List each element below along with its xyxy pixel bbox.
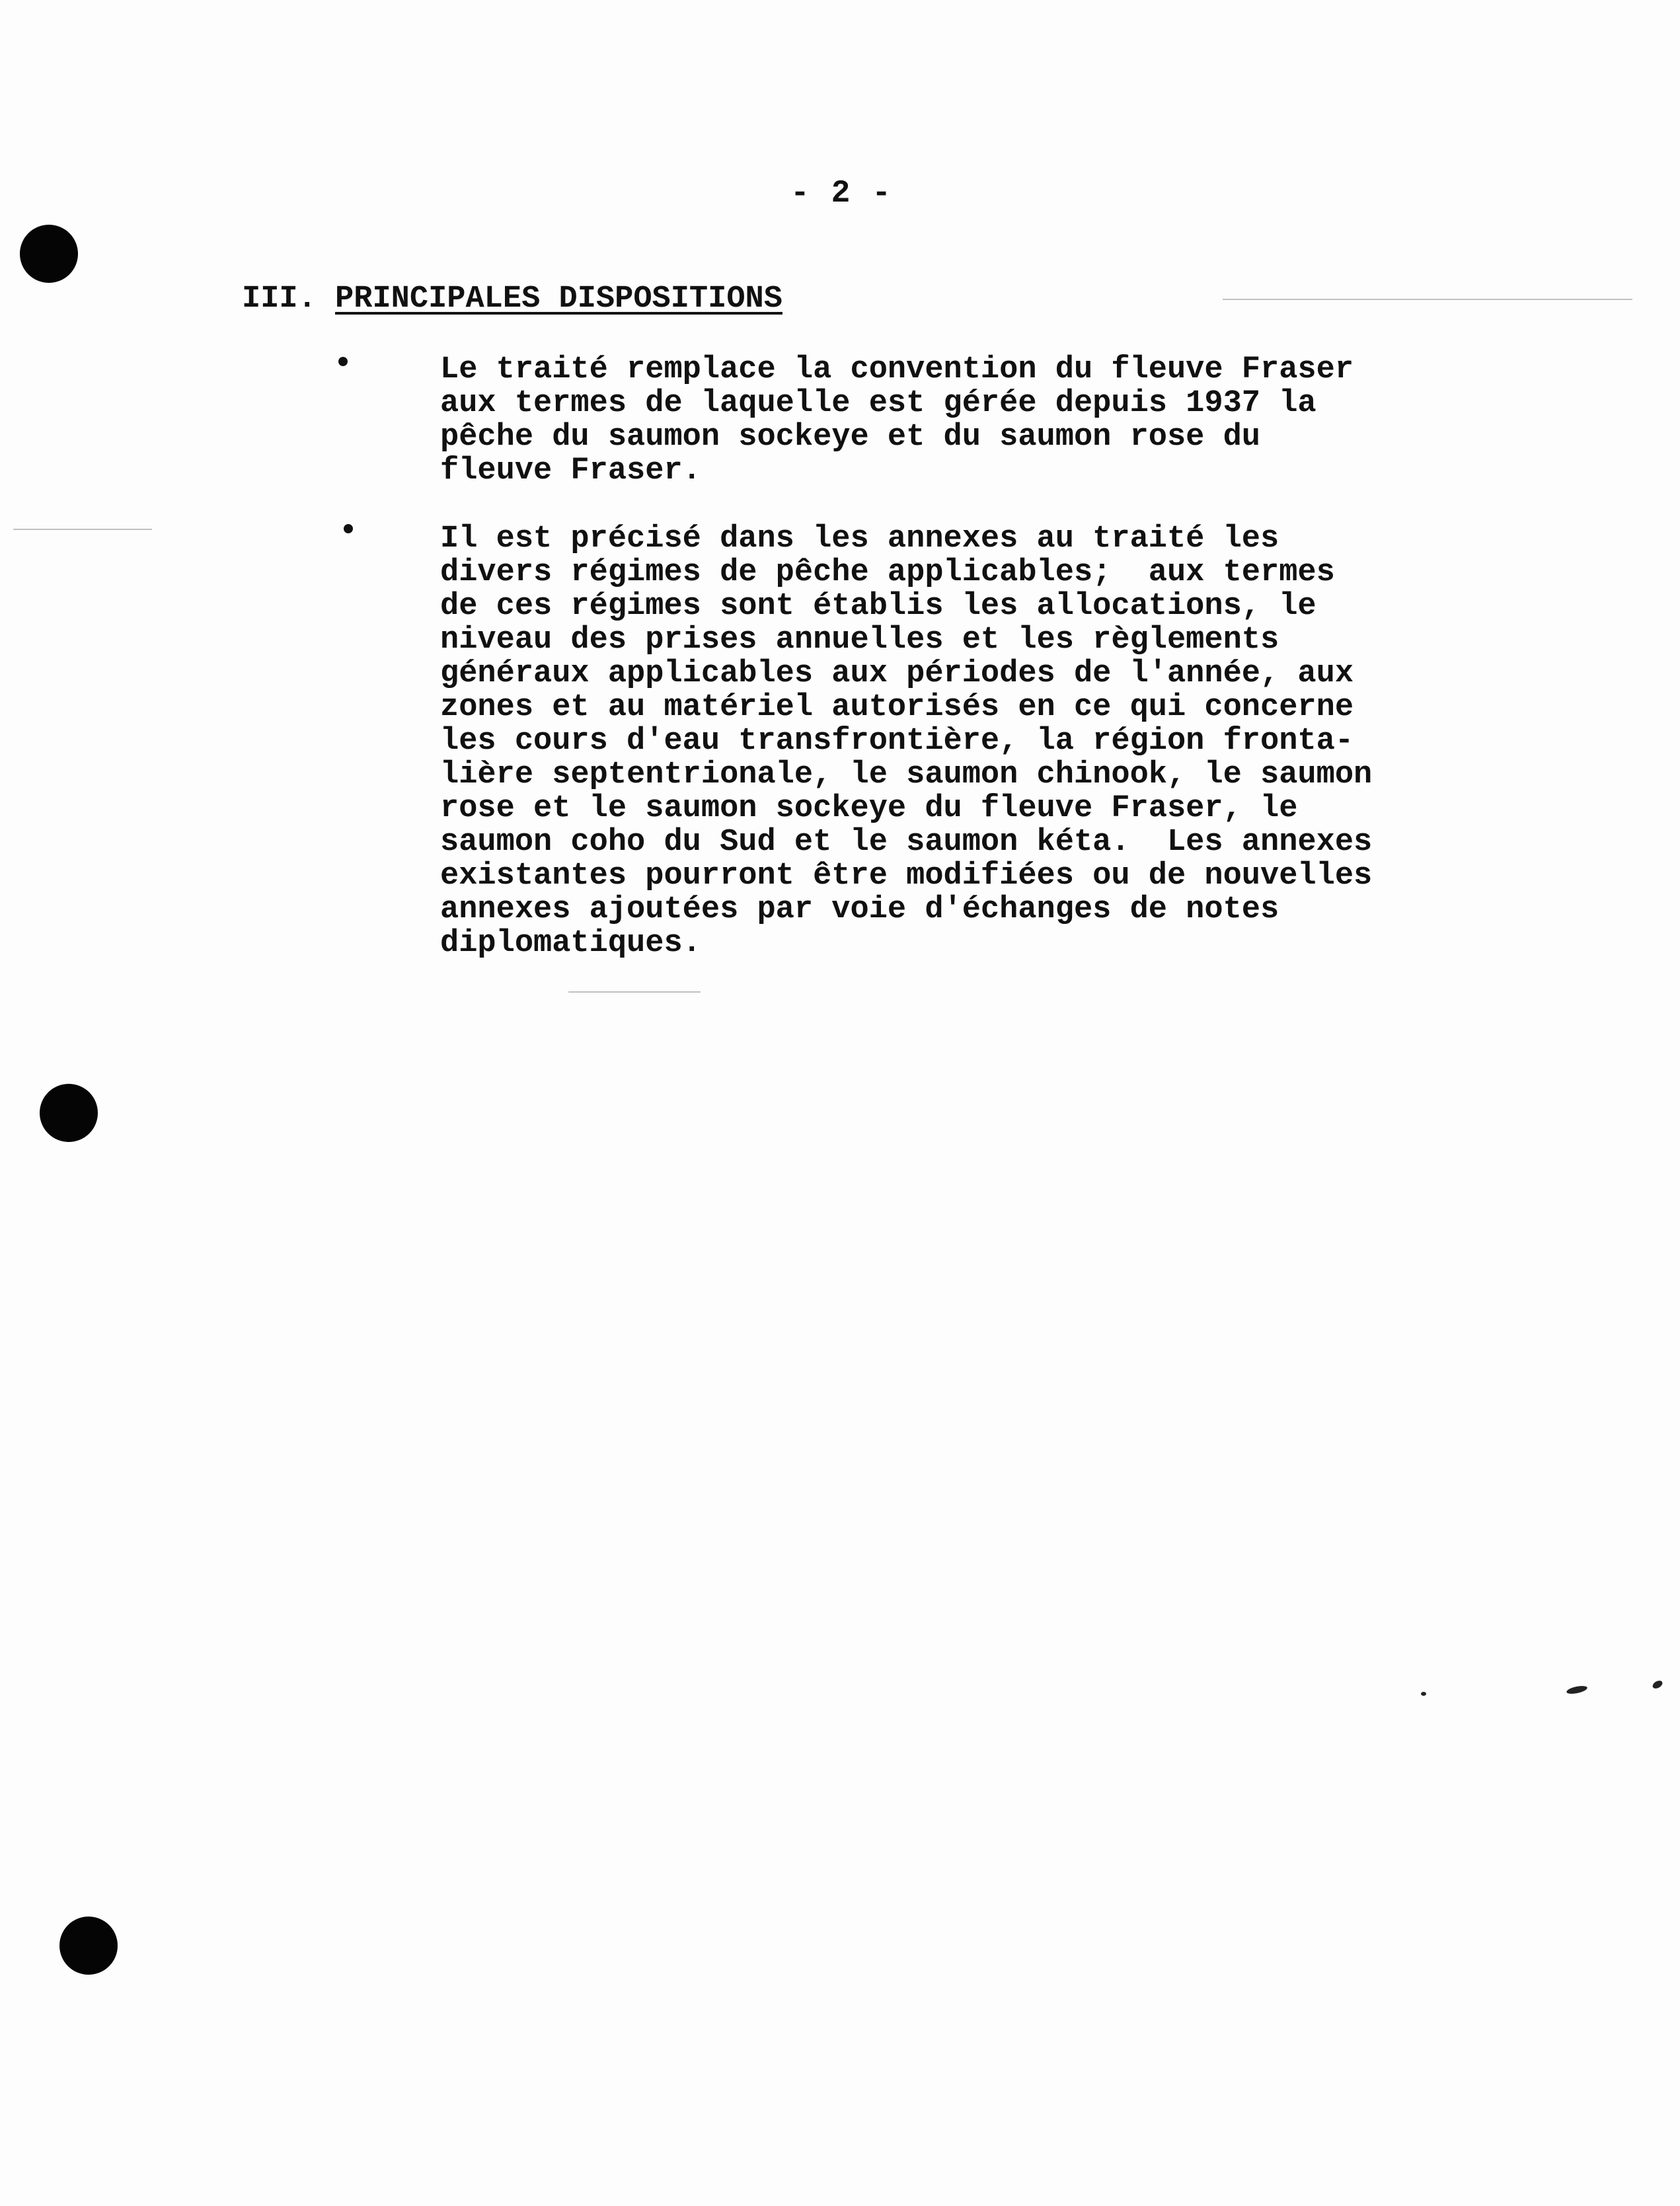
- bullet-icon: [338, 357, 348, 366]
- bullet-icon: [344, 524, 353, 533]
- scan-speck: [1652, 1679, 1664, 1691]
- scan-artifact: [568, 991, 701, 993]
- paragraph-line: divers régimes de pêche applicables; aux termes: [440, 555, 1335, 590]
- paragraph-line: rose et le saumon sockeye du fleuve Fraser, le: [440, 791, 1298, 826]
- section-numeral: III.: [242, 282, 317, 317]
- page-number: - 2 -: [790, 176, 893, 211]
- punch-hole: [20, 225, 78, 283]
- paragraph-line: Il est précisé dans les annexes au traité les: [440, 521, 1279, 556]
- paragraph-line: existantes pourront être modifiées ou de nouvelles: [440, 858, 1373, 894]
- paragraph-line: de ces régimes sont établis les allocations, le: [440, 589, 1317, 624]
- paragraph-line: saumon coho du Sud et le saumon kéta. Les annexes: [440, 825, 1373, 860]
- scan-artifact: [1223, 299, 1632, 300]
- scan-speck: [1566, 1685, 1587, 1695]
- paragraph-line: les cours d'eau transfrontière, la région fronta-: [440, 724, 1354, 759]
- paragraph-2: [440, 522, 1471, 960]
- paragraph-line: aux termes de laquelle est gérée depuis 1937 la: [440, 386, 1317, 421]
- paragraph-line: annexes ajoutées par voie d'échanges de notes: [440, 892, 1279, 927]
- section-heading: [242, 282, 783, 317]
- paragraph-line: lière septentrionale, le saumon chinook, le saumon: [440, 757, 1373, 792]
- paragraph-line: fleuve Fraser.: [440, 453, 701, 488]
- section-title: PRINCIPALES DISPOSITIONS: [335, 282, 783, 317]
- paragraph-line: généraux applicables aux périodes de l'année, aux: [440, 656, 1354, 691]
- punch-hole: [59, 1917, 118, 1975]
- paragraph-line: zones et au matériel autorisés en ce qui concerne: [440, 690, 1354, 725]
- paragraph-1: [440, 353, 1471, 488]
- paragraph-line: pêche du saumon sockeye et du saumon rose du: [440, 420, 1261, 455]
- scan-artifact: [13, 529, 152, 530]
- paragraph-line: niveau des prises annuelles et les règlements: [440, 623, 1279, 658]
- paragraph-line: diplomatiques.: [440, 926, 701, 961]
- scan-speck: [1421, 1692, 1426, 1696]
- punch-hole: [40, 1084, 98, 1142]
- paragraph-line: Le traité remplace la convention du fleuve Fraser: [440, 352, 1354, 387]
